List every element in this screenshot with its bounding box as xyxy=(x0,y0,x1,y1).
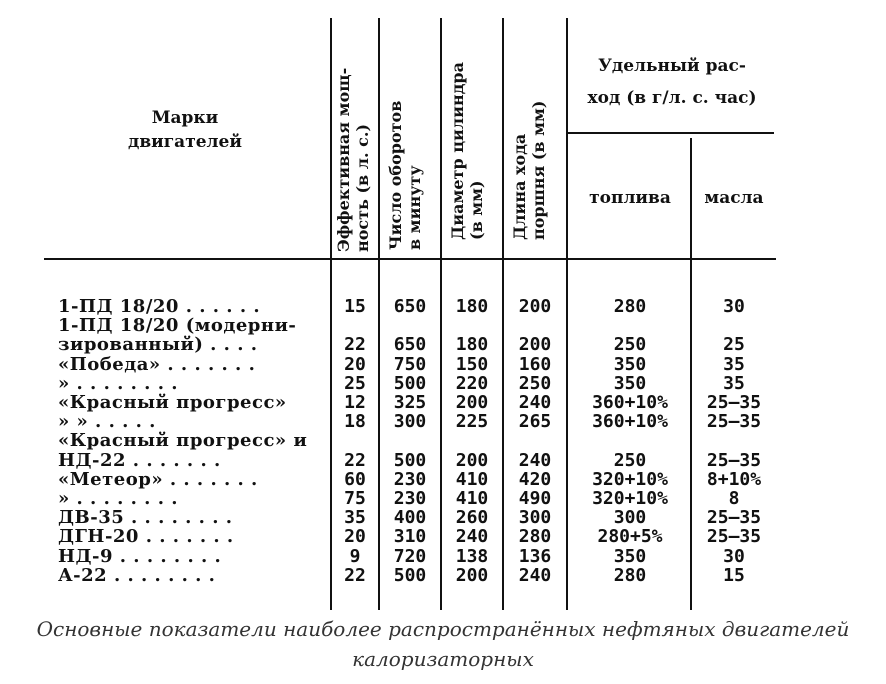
rpm-cell: 500 xyxy=(393,449,427,471)
fuel-cell: 250 xyxy=(613,449,647,471)
caption-line1: Основные показатели наиболее распространённых нефтяных двигателей xyxy=(36,617,850,641)
engine-name: зированный) . . . . xyxy=(58,334,258,356)
oil-cell: 30 xyxy=(723,545,745,567)
table-row xyxy=(58,565,788,585)
fuel-cell: 300 xyxy=(613,507,647,529)
rpm-cell: 720 xyxy=(393,545,427,567)
rpm-cell: 500 xyxy=(393,564,427,586)
engine-name: «Красный прогресс» и xyxy=(58,430,308,452)
header-rule xyxy=(568,132,774,134)
oil-cell: 25—35 xyxy=(706,526,762,548)
oil-cell: 25—35 xyxy=(706,392,762,413)
diameter-cell: 200 xyxy=(455,449,489,471)
diameter-cell: 220 xyxy=(455,372,489,394)
power-cell: 22 xyxy=(344,334,366,356)
engine-name: 1-ПД 18/20 . . . . . . xyxy=(58,296,261,317)
rpm-header-line1: Число оборотов xyxy=(386,100,405,250)
rpm-cell: 650 xyxy=(393,334,427,356)
stroke-header-line1: Длина хода xyxy=(510,133,529,240)
power-cell: 12 xyxy=(344,392,366,413)
power-cell: 9 xyxy=(349,545,361,567)
engine-name: НД-9 . . . . . . . . xyxy=(58,545,222,567)
power-cell: 25 xyxy=(344,372,366,394)
stroke-header-line2: поршня (в мм) xyxy=(529,100,548,240)
power-cell: 20 xyxy=(344,526,366,548)
oil-cell: 8+10% xyxy=(706,468,762,490)
stroke-cell: 490 xyxy=(518,488,552,509)
table-row xyxy=(58,526,788,546)
oil-cell: 25 xyxy=(723,334,745,356)
header-bottom-rule xyxy=(44,258,776,260)
oil-cell: 25—35 xyxy=(706,411,762,433)
engine-name: «Метеор» . . . . . . . xyxy=(58,468,258,490)
diameter-header-line2: (в мм) xyxy=(467,180,486,240)
table-row xyxy=(58,411,788,431)
stroke-cell: 420 xyxy=(518,468,552,490)
rpm-header-line2: в минуту xyxy=(405,165,424,250)
table-row xyxy=(58,546,788,566)
stroke-cell: 240 xyxy=(518,564,552,586)
table-row xyxy=(58,469,788,489)
engine-name: «Красный прогресс» xyxy=(58,392,287,413)
fuel-cell: 320+10% xyxy=(592,488,668,509)
engine-name: ДВ-35 . . . . . . . . xyxy=(58,507,233,529)
engine-name: ДГН-20 . . . . . . . xyxy=(58,526,234,548)
stroke-cell: 265 xyxy=(518,411,552,433)
fuel-cell: 280 xyxy=(613,296,647,317)
engine-name: НД-22 . . . . . . . xyxy=(58,449,221,471)
power-cell: 75 xyxy=(344,488,366,509)
oil-cell: 8 xyxy=(728,488,740,509)
table-row xyxy=(58,373,788,393)
table-row xyxy=(58,450,788,470)
brand-header-text: Марки двигателей xyxy=(128,108,242,152)
fuel-cell: 350 xyxy=(613,353,647,375)
oil-cell: 25—35 xyxy=(706,507,762,529)
diameter-cell: 200 xyxy=(455,564,489,586)
stroke-cell: 280 xyxy=(518,526,552,548)
consumption-header xyxy=(570,50,774,114)
table-row xyxy=(58,334,788,354)
fuel-header: топлива xyxy=(589,188,671,208)
fuel-cell: 360+10% xyxy=(592,411,668,433)
fuel-cell: 320+10% xyxy=(592,468,668,490)
power-cell: 60 xyxy=(344,468,366,490)
stroke-cell: 240 xyxy=(518,449,552,471)
table-row xyxy=(58,430,788,450)
power-header-line1: Эффективная мощ- xyxy=(334,67,353,252)
diameter-cell: 260 xyxy=(455,507,489,529)
stroke-cell: 136 xyxy=(518,545,552,567)
diameter-cell: 410 xyxy=(455,468,489,490)
power-header xyxy=(334,68,372,252)
rpm-cell: 325 xyxy=(393,392,427,413)
oil-cell: 15 xyxy=(723,564,745,586)
diameter-cell: 240 xyxy=(455,526,489,548)
engine-name: «Победа» . . . . . . . xyxy=(58,353,256,375)
power-cell: 35 xyxy=(344,507,366,529)
stroke-cell: 250 xyxy=(518,372,552,394)
table-row xyxy=(58,354,788,374)
fuel-cell: 280 xyxy=(613,564,647,586)
fuel-cell: 280+5% xyxy=(597,526,663,548)
rpm-cell: 750 xyxy=(393,353,427,375)
rpm-cell: 230 xyxy=(393,488,427,509)
stroke-cell: 300 xyxy=(518,507,552,529)
consumption-header-line2: ход (в г/л. с. час) xyxy=(587,88,757,108)
diameter-header-line1: Диаметр цилиндра xyxy=(448,62,467,240)
stroke-cell: 160 xyxy=(518,353,552,375)
diameter-header xyxy=(448,62,486,240)
rpm-cell: 400 xyxy=(393,507,427,529)
caption-line2: калоризаторных xyxy=(352,647,534,671)
power-cell: 22 xyxy=(344,449,366,471)
fuel-cell: 350 xyxy=(613,545,647,567)
diameter-cell: 410 xyxy=(455,488,489,509)
consumption-header-line1: Удельный рас- xyxy=(598,56,746,76)
engine-name: » . . . . . . . . xyxy=(58,372,179,394)
rpm-cell: 500 xyxy=(393,372,427,394)
diameter-cell: 180 xyxy=(455,296,489,317)
engine-name: А-22 . . . . . . . . xyxy=(58,564,216,586)
oil-cell: 35 xyxy=(723,372,745,394)
engine-name: » . . . . . . . . xyxy=(58,488,179,509)
rpm-cell: 230 xyxy=(393,468,427,490)
table-row xyxy=(58,392,788,412)
rpm-cell: 300 xyxy=(393,411,427,433)
stroke-cell: 240 xyxy=(518,392,552,413)
table-row xyxy=(58,315,788,335)
fuel-cell: 250 xyxy=(613,334,647,356)
table-row xyxy=(58,488,788,508)
power-header-line2: ность (в л. с.) xyxy=(353,123,372,252)
stroke-cell: 200 xyxy=(518,296,552,317)
engine-name: » » . . . . . xyxy=(58,411,156,433)
diameter-cell: 225 xyxy=(455,411,489,433)
fuel-cell: 350 xyxy=(613,372,647,394)
diameter-cell: 138 xyxy=(455,545,489,567)
diameter-cell: 150 xyxy=(455,353,489,375)
diameter-cell: 200 xyxy=(455,392,489,413)
rpm-cell: 310 xyxy=(393,526,427,548)
table-row xyxy=(58,507,788,527)
stroke-cell: 200 xyxy=(518,334,552,356)
diameter-cell: 180 xyxy=(455,334,489,356)
rpm-cell: 650 xyxy=(393,296,427,317)
oil-cell: 35 xyxy=(723,353,745,375)
figure-caption xyxy=(0,614,886,674)
oil-cell: 30 xyxy=(723,296,745,317)
oil-header: масла xyxy=(704,188,764,208)
power-cell: 15 xyxy=(344,296,366,317)
oil-cell: 25—35 xyxy=(706,449,762,471)
table-row xyxy=(58,296,788,316)
fuel-cell: 360+10% xyxy=(592,392,668,413)
stroke-header xyxy=(510,101,548,241)
power-cell: 20 xyxy=(344,353,366,375)
brand-header xyxy=(100,106,270,154)
power-cell: 18 xyxy=(344,411,366,433)
power-cell: 22 xyxy=(344,564,366,586)
rpm-header xyxy=(386,101,424,250)
engine-name: 1-ПД 18/20 (модерни- xyxy=(58,315,297,337)
